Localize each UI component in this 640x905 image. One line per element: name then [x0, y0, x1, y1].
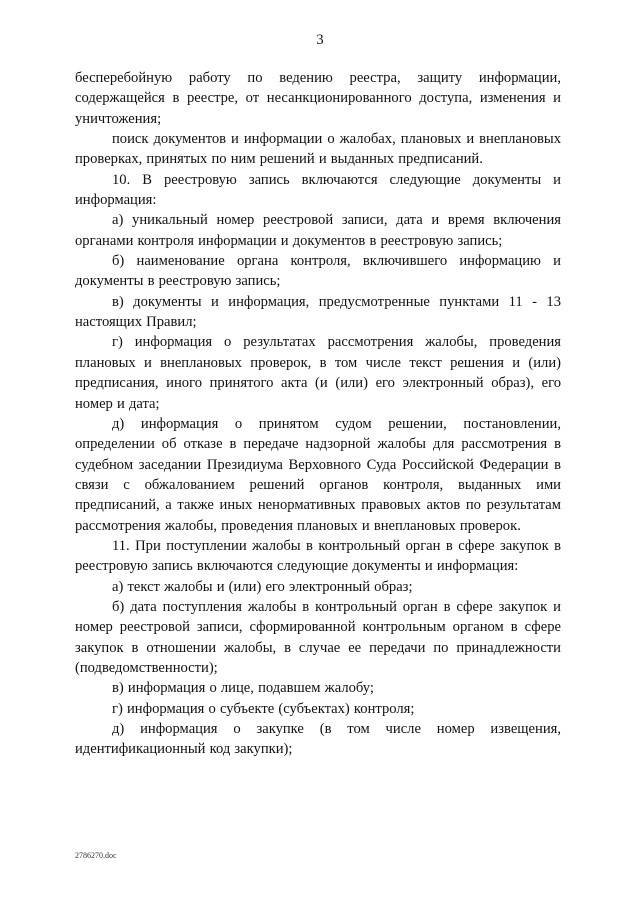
paragraph-clause-10: 10. В реестровую запись включаются следующие документы и информация:	[75, 171, 561, 209]
paragraph-11-item-v: в) информация о лице, подавшем жалобу;	[112, 680, 374, 697]
paragraph-item-d: д) информация о принятом судом решении, постановлении, определении об отказе в передаче надзорной жалобы для рассмотрения в судебном заседании Президиума Верховного Суда Российской Федерации в связи с обжалованием решений органов контроля, выданных ими предписаний, а также иных ненормативных правовых актов по результатам рассмотрения жалобы, проведения плановых и внеплановых проверок.	[75, 415, 561, 534]
footer-document-code: 2786270.doc	[75, 851, 117, 860]
paragraph-item-b: б) наименование органа контроля, включившего информацию и документы в реестровую запись;	[75, 253, 561, 290]
paragraph-item-a: а) уникальный номер реестровой записи, дата и время включения органами контроля информации и документов в реестровую запись;	[75, 212, 561, 249]
paragraph-11-item-b: б) дата поступления жалобы в контрольный орган в сфере закупок и номер реестровой записи, сформированной контрольным органом в сфере закупок в отношении жалобы, в случае ее передачи по принадлежности (подведомственности);	[75, 598, 561, 676]
paragraph-11-item-g: г) информация о субъекте (субъектах) контроля;	[112, 700, 415, 717]
document-body	[75, 68, 561, 760]
paragraph-clause-11: 11. При поступлении жалобы в контрольный орган в сфере закупок в реестровую запись включаются следующие документы и информация:	[75, 537, 561, 575]
paragraph-11-item-d: д) информация о закупке (в том числе номер извещения, идентификационный код закупки);	[75, 721, 561, 758]
paragraph-item-v: в) документы и информация, предусмотренные пунктами 11 - 13 настоящих Правил;	[75, 293, 561, 331]
paragraph-continuation: бесперебойную работу по ведению реестра, защиту информации, содержащейся в реестре, от несанкционированного доступа, изменения и уничтожения;	[75, 70, 561, 127]
page-number: 3	[316, 32, 324, 48]
paragraph-11-item-a: а) текст жалобы и (или) его электронный образ;	[112, 578, 413, 595]
paragraph-item-g: г) информация о результатах рассмотрения жалобы, проведения плановых и внеплановых проверок, в том числе текст решения и (или) предписания, иного принятого акта (и (или) его электронный образ), его номер и дата;	[75, 334, 561, 412]
paragraph-search: поиск документов и информации о жалобах, плановых и внеплановых проверках, принятых по ним решений и выданных предписаний.	[75, 131, 561, 168]
